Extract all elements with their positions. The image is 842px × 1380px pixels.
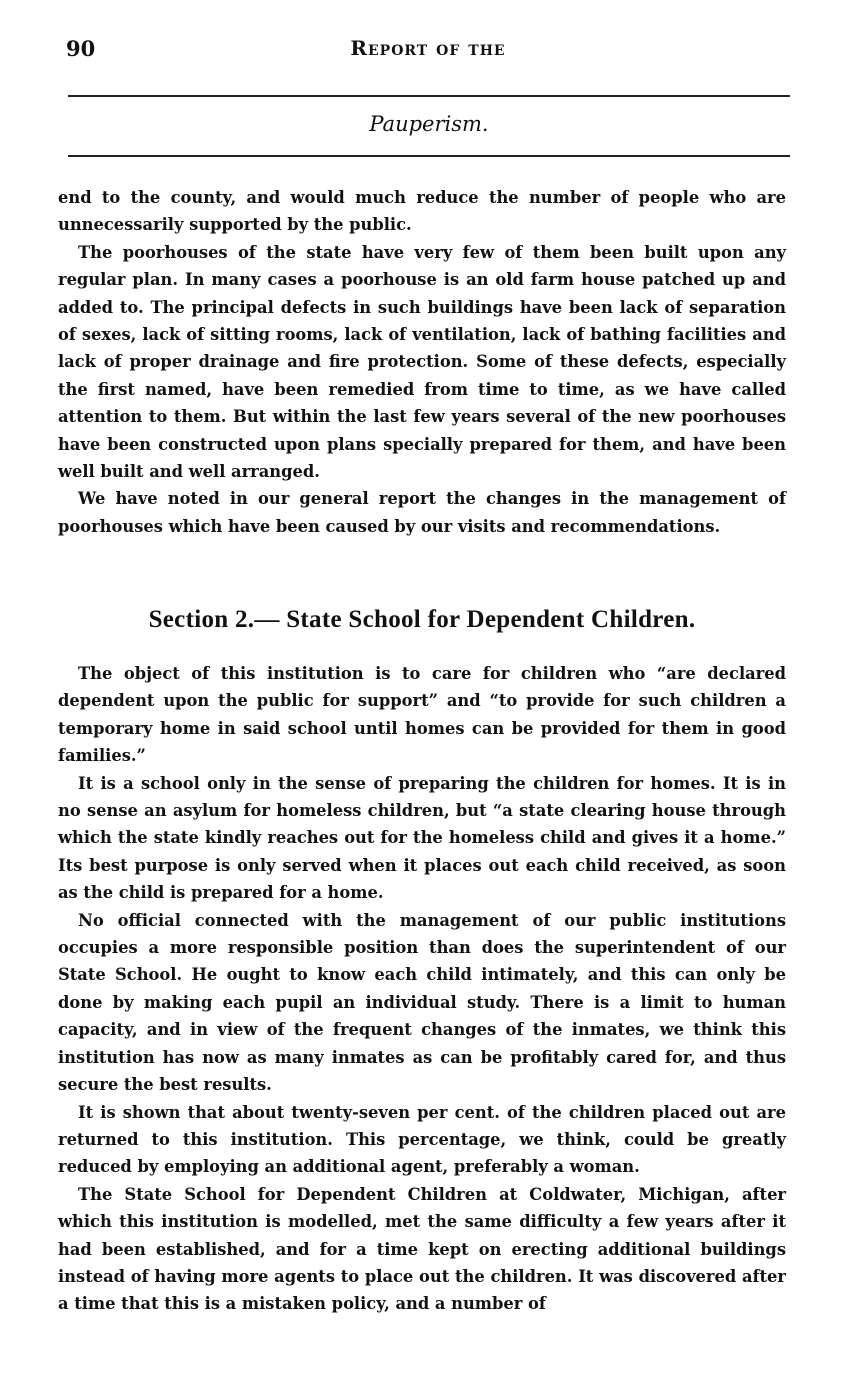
paragraph: It is a school only in the sense of preparing the children for homes. It is in no sense an asylum for homeless children, but “a state clearing house through which the state kindly reaches out for the homeless child and gives it a home.” Its best purpose is only served when it places out each child received, as soon as the child is prepared for a home.: [58, 773, 786, 903]
page-number: 90: [66, 36, 96, 61]
running-title: Report of the: [350, 36, 506, 60]
state-school-text: [58, 660, 786, 1318]
paragraph: The object of this institution is to care for children who “are declared dependent upon the public for support” and “to provide for such children a temporary home in said school until homes can be provided for them in good families.”: [58, 664, 786, 766]
section-title: Section 2.— State School for Dependent Children.: [148, 606, 696, 633]
paragraph: No official connected with the management of our public institutions occupies a more responsible position than does the superintendent of our State School. He ought to know each child intimately, and this can only be done by making each pupil an individual study. There is a limit to human capacity, and in view of the frequent changes of the inmates, we think this institution has now as many inmates as can be profitably cared for, and thus secure the best results.: [58, 910, 786, 1095]
page-header: [66, 36, 790, 66]
header-rule-top: [68, 95, 790, 97]
paragraph: We have noted in our general report the changes in the management of poorhouses which have been caused by our visits and recommendations.: [58, 489, 786, 536]
header-rule-bottom: [68, 155, 790, 157]
paragraph: The State School for Dependent Children at Coldwater, Michigan, after which this institution is modelled, met the same difficulty a few years after it had been established, and for a time kept on erecting additional buildings instead of having more agents to place out the children. It was discovered after a time that this is a mistaken policy, and a number of: [58, 1184, 786, 1314]
paragraph: end to the county, and would much reduce the number of people who are unnecessarily supported by the public.: [58, 188, 786, 235]
pauperism-text: [58, 184, 786, 540]
paragraph: It is shown that about twenty-seven per cent. of the children placed out are returned to this institution. This percentage, we think, could be greatly reduced by employing an additional agent, preferably a woman.: [58, 1102, 786, 1177]
paragraph: The poorhouses of the state have very few of them been built upon any regular plan. In many cases a poorhouse is an old farm house patched up and added to. The principal defects in such buildings have been lack of separation of sexes, lack of sitting rooms, lack of ventilation, lack of bathing facilities and lack of proper drainage and fire protection. Some of these defects, especially the first named, have been remedied from time to time, as we have called attention to them. But within the last few years several of the new poorhouses have been constructed upon plans specially prepared for them, and have been well built and well arranged.: [58, 242, 786, 482]
section-heading: Pauperism.: [369, 112, 489, 136]
